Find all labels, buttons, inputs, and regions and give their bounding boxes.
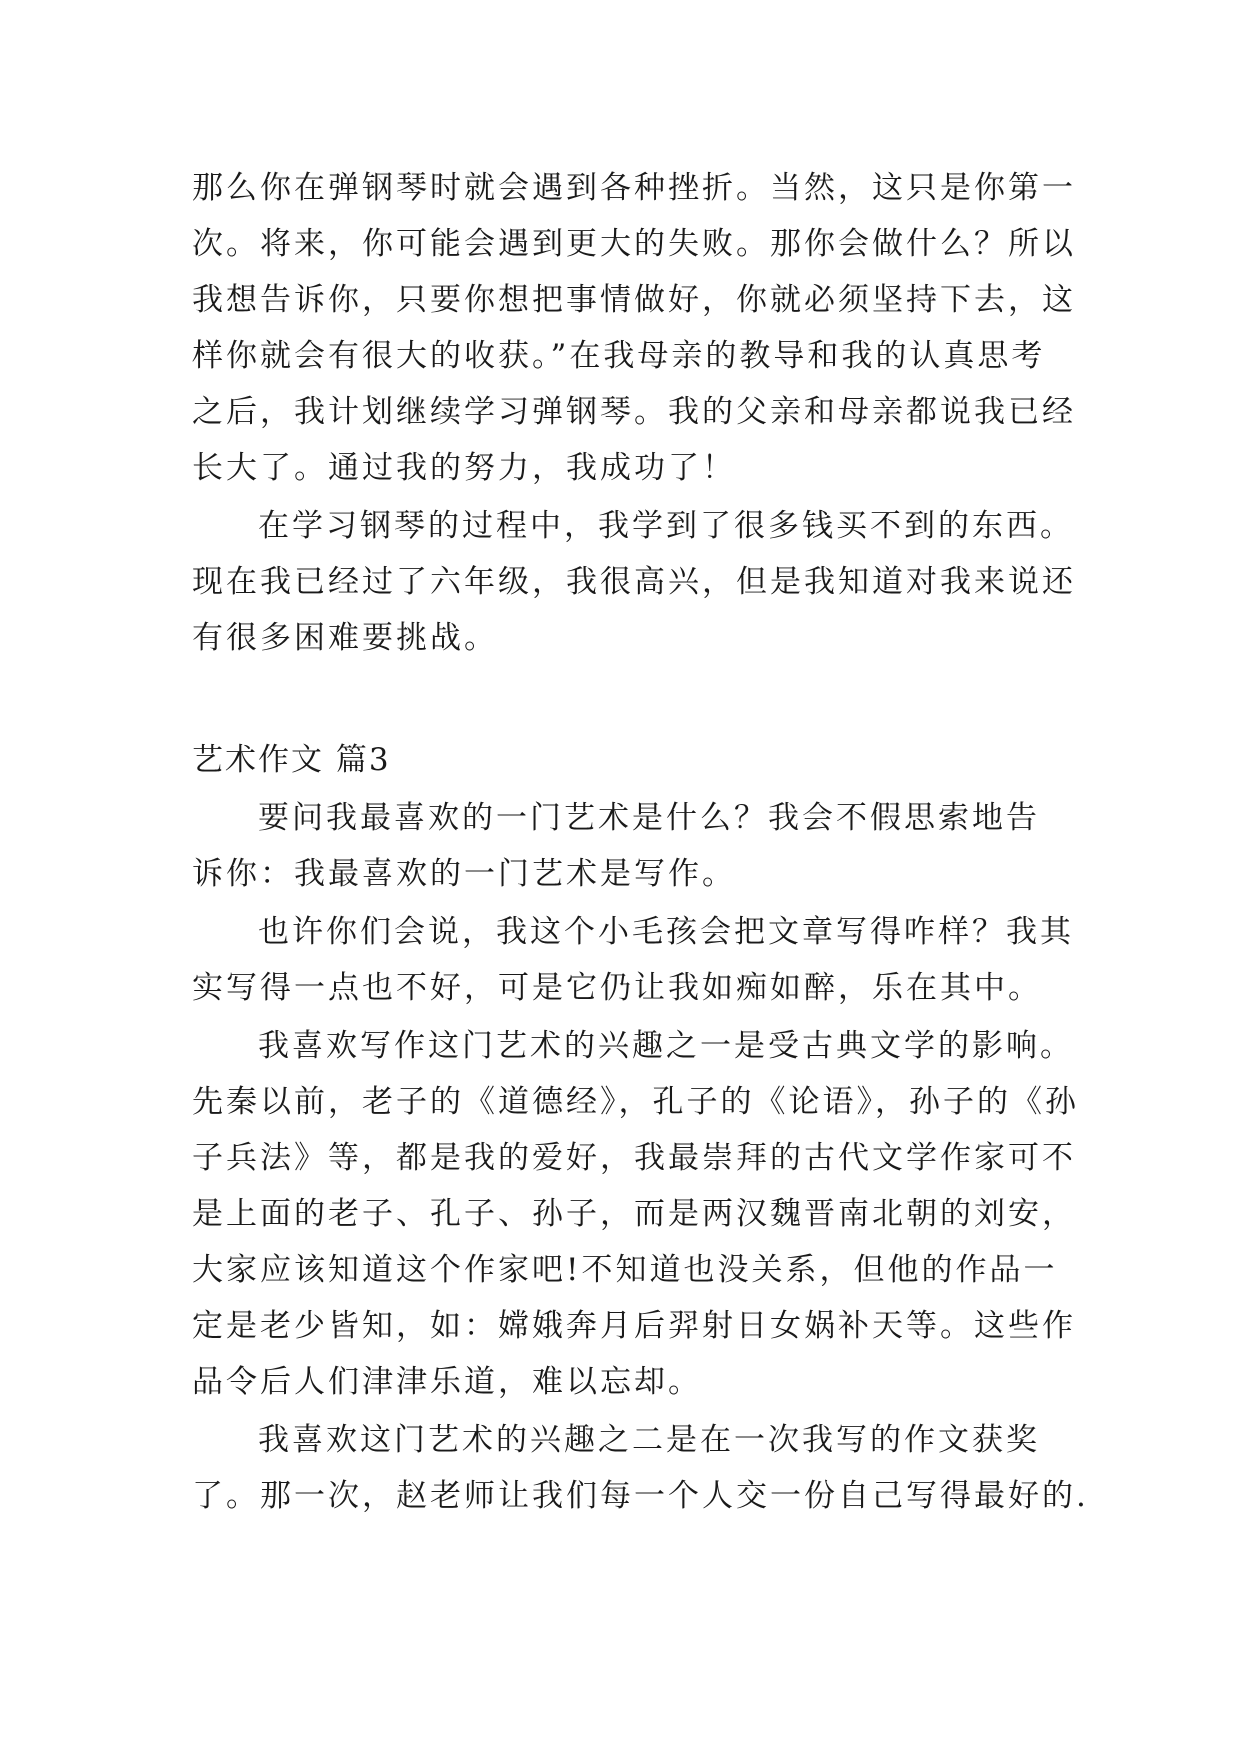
- text-line: 我喜欢写作这门艺术的兴趣之一是受古典文学的影响。: [258, 1028, 1074, 1064]
- text-line: 次。将来，你可能会遇到更大的失败。那你会做什么？所以: [192, 226, 1076, 262]
- section-heading: 艺术作文 篇3: [192, 742, 391, 778]
- text-line: 诉你：我最喜欢的一门艺术是写作。: [192, 856, 736, 892]
- text-line: 也许你们会说，我这个小毛孩会把文章写得咋样？我其: [258, 914, 1074, 950]
- text-line: 长大了。通过我的努力，我成功了！: [192, 450, 736, 486]
- text-line: 大家应该知道这个作家吧!不知道也没关系，但他的作品一: [192, 1252, 1058, 1288]
- text-line: 样你就会有很大的收获。”在我母亲的教导和我的认真思考: [192, 338, 1046, 374]
- text-line: 了。那一次，赵老师让我们每一个人交一份自己写得最好的.: [192, 1478, 1089, 1514]
- text-line: 我喜欢这门艺术的兴趣之二是在一次我写的作文获奖: [258, 1422, 1040, 1458]
- text-line: 实写得一点也不好，可是它仍让我如痴如醉，乐在其中。: [192, 970, 1042, 1006]
- text-line: 是上面的老子、孔子、孙子，而是两汉魏晋南北朝的刘安，: [192, 1196, 1076, 1232]
- text-line: 定是老少皆知，如：嫦娥奔月后羿射日女娲补天等。这些作: [192, 1308, 1076, 1344]
- text-line: 我想告诉你，只要你想把事情做好，你就必须坚持下去，这: [192, 282, 1076, 318]
- text-line: 要问我最喜欢的一门艺术是什么？我会不假思索地告: [258, 800, 1040, 836]
- text-line: 那么你在弹钢琴时就会遇到各种挫折。当然，这只是你第一: [192, 170, 1076, 206]
- text-line: 在学习钢琴的过程中，我学到了很多钱买不到的东西。: [258, 508, 1074, 544]
- text-line: 有很多困难要挑战。: [192, 620, 498, 656]
- text-line: 现在我已经过了六年级，我很高兴，但是我知道对我来说还: [192, 564, 1076, 600]
- text-line: 子兵法》等，都是我的爱好，我最崇拜的古代文学作家可不: [192, 1140, 1076, 1176]
- text-line: 之后，我计划继续学习弹钢琴。我的父亲和母亲都说我已经: [192, 394, 1076, 430]
- text-line: 品令后人们津津乐道，难以忘却。: [192, 1364, 702, 1400]
- text-line: 先秦以前，老子的《道德经》，孔子的《论语》，孙子的《孙: [192, 1084, 1079, 1120]
